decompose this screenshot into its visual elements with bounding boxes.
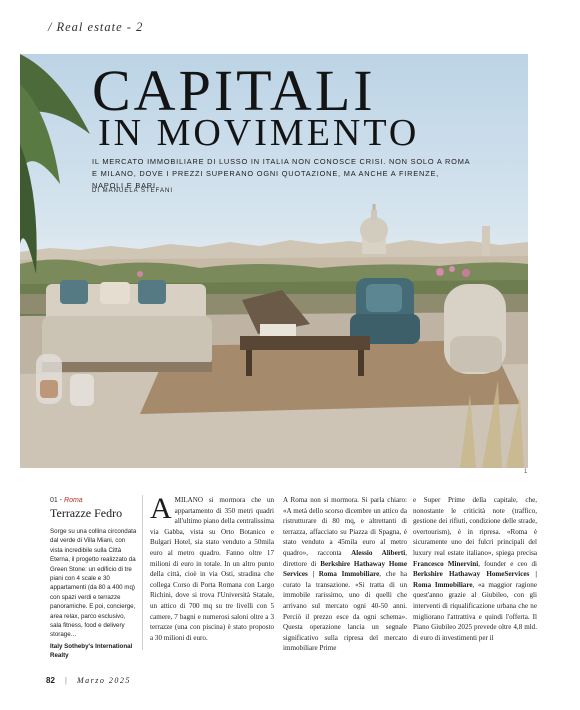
article-column-1 bbox=[150, 492, 274, 643]
caption-city: Roma bbox=[64, 497, 83, 504]
caption-number bbox=[50, 497, 138, 504]
column-3-text-b: , founder e ceo di bbox=[478, 559, 537, 568]
article-column-3 bbox=[413, 495, 537, 643]
section-label: Real estate - 2 bbox=[56, 20, 144, 34]
column-divider bbox=[142, 495, 143, 650]
org-name-1: Berkshire Hathaway Home Services | Roma Immobiliare bbox=[283, 559, 407, 579]
page-number: 82 bbox=[46, 676, 55, 685]
column-1-text: MILANO si mormora che un appartamento di 350 metri quadri all'ultimo piano della centralissima via Gabba, vista su Orto Botanico e Bulgari Hotel, sia stato venduto a 50mila euro al metro quadro. Fanno oltre 17 milioni di euro in totale. In un altro punto della città, cioè in via Osti, stradina che collega Corso di Porta Romana con Largo Richini, dove si trova l'Università Statale, un attico di 700 mq su tre livelli con 5 camere, 7 bagni e numerosi saloni oltre a 3 terrazze (una con piscina) è stato proposto a 30 milioni di euro. bbox=[150, 496, 274, 642]
column-3-text-a: e Super Prime della capitale, che, nonostante le criticità note (traffico, gestione dei rifiuti, condizione delle strade, overtourism), è in ripresa. «Roma è sicuramente uno dei fulcri principali del luxury real estate italiano», spiega precisa bbox=[413, 496, 537, 557]
sidebar-caption bbox=[50, 497, 138, 661]
issue-date: Marzo 2025 bbox=[76, 676, 131, 685]
section-slash: / bbox=[48, 20, 53, 34]
caption-title: Terrazze Fedro bbox=[50, 506, 123, 520]
page-footer bbox=[46, 676, 131, 685]
section-header bbox=[48, 20, 143, 35]
title-line-2: IN MOVIMENTO bbox=[98, 112, 420, 154]
column-3-text-c: , «a maggior ragione quest'anno grazie al Giubileo, con gli interventi di riqualificazione urbana che ne migliorano l'attrattiva e quindi l'offerta. Il Piano Giubileo 2025 prevede oltre 4,8 mld. di euro di investimenti per il bbox=[413, 580, 537, 642]
person-name-aliberti: Alessio Aliberti bbox=[351, 548, 406, 557]
column-2-text-b: , direttore di bbox=[283, 548, 407, 568]
article-column-2 bbox=[283, 495, 407, 654]
caption-description: Sorge su una collina circondata dal verde di Villa Miani, con vista incredibile sulla Città Eterna, il progetto realizzato da Green Stone: un edificio di tre piani con 4 scale e 30 appartamenti (da 80 a 400 mq) con spazi verdi e terrazze panoramiche. E poi, concierge, area relax, parco esclusivo, sala fitness, food e delivery storage… bbox=[50, 528, 137, 639]
byline: DI MANUELA STEFANI bbox=[92, 188, 174, 194]
title-line-1: CAPITALI bbox=[92, 58, 376, 123]
column-2-text-a: A Roma non si mormora. Si parla chiaro: «A metà dello scorso dicembre un attico da ristrutturare di 80 mq, e altrettanti di terrazza, affacciato su Piazza di Spagna, è stato venduto a 45mila euro al metro quadro», racconta bbox=[283, 496, 407, 557]
drop-cap: A bbox=[150, 492, 172, 525]
caption-index: 01 - bbox=[50, 497, 63, 504]
caption-credit: Italy Sotheby's International Realty bbox=[50, 642, 133, 660]
org-name-2: Berkshire Hathaway HomeServices | Roma Immobiliare bbox=[413, 570, 537, 589]
footer-separator: | bbox=[64, 676, 67, 685]
photo-number: 1 bbox=[524, 469, 528, 475]
column-2-text-c: , che ha curato la transazione. «Si tratta di un immobile rarissimo, uno di quelli che arrivano sul mercato ogni 40-50 anni. Perciò il prezzo esce da ogni schema». Questa operazione lancia un segnale significativo sulla ripresa del mercato immobiliare Prime bbox=[283, 570, 407, 653]
article-subtitle: IL MERCATO IMMOBILIARE DI LUSSO IN ITALIA NON CONOSCE CRISI. NON SOLO A ROMA E MILANO, DOVE I PREZZI SUPERANO OGNI QUOTAZIONE, MA ANCHE A FIRENZE, NAPOLI E BARI bbox=[92, 157, 470, 190]
person-name-minervini: Francesco Minervini bbox=[413, 559, 479, 568]
